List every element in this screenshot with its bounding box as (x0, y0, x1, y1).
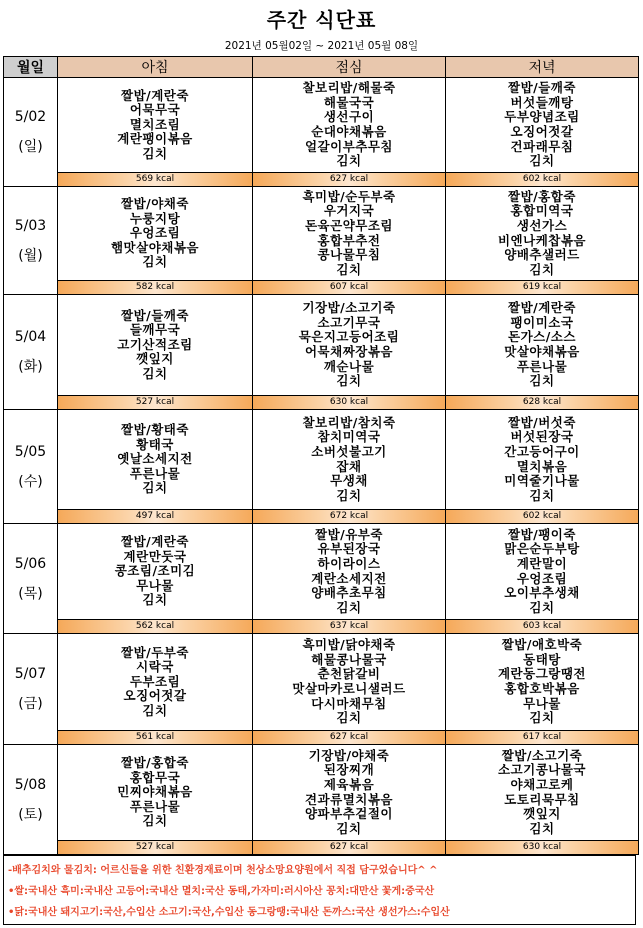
day-date: 5/02 (14, 109, 47, 125)
menu-item: 생선가스 (516, 217, 568, 233)
menu-item: 김치 (529, 820, 555, 836)
menu-item: 깨순나물 (323, 358, 375, 374)
menu-item: 김치 (336, 153, 362, 169)
kcal-row (4, 731, 639, 745)
day-row (4, 745, 639, 841)
day-row (4, 78, 639, 173)
menu-item: 김치 (142, 702, 168, 718)
menu-item: 비엔나케찹볶음 (497, 232, 587, 248)
menu-item: 맛살야채볶음 (504, 344, 580, 359)
menu-item: 짤밥/들깨죽 (121, 307, 189, 323)
menu-item: 짤밥/홍합죽 (121, 755, 189, 771)
dinner-menu-cell (446, 634, 639, 731)
lunch-menu-cell (253, 295, 446, 396)
menu-item: 짤밥/황태죽 (121, 422, 189, 438)
day-row (4, 295, 639, 396)
kcal-row (4, 510, 639, 524)
menu-item: 김치 (336, 710, 362, 726)
menu-item: 홍합무국 (129, 769, 181, 785)
menu-item: 짤밥/계란죽 (121, 87, 189, 103)
date-range: 2021년 05월02일 ~ 2021년 05월 08일 (224, 40, 419, 52)
lunch-menu-cell (253, 410, 446, 510)
menu-item: 짤밥/소고기죽 (501, 747, 583, 763)
menu-item: 소고기무국 (317, 314, 381, 330)
day-weekday: (수) (18, 473, 43, 490)
menu-item: 김치 (142, 145, 168, 161)
menu-item: 김치 (336, 820, 362, 836)
menu-item: 춘천닭갈비 (317, 666, 381, 682)
day-cell (4, 78, 58, 187)
menu-item: 들깨무국 (129, 322, 181, 338)
menu-item: 흑미밥/순두부죽 (302, 188, 396, 204)
menu-item: 참치미역국 (317, 429, 381, 445)
menu-item: 푸른나물 (129, 465, 181, 481)
dinner-menu-cell (446, 410, 639, 510)
menu-item: 홍합호박볶음 (504, 681, 580, 696)
menu-item: 김치 (529, 710, 555, 726)
menu-item: 김치 (142, 813, 168, 829)
menu-item: 짤밥/홍합죽 (508, 188, 576, 204)
kcal-row (4, 841, 639, 855)
day-cell (4, 524, 58, 634)
dinner-menu-cell (446, 187, 639, 281)
menu-item: 하이라이스 (317, 555, 381, 571)
day-row (4, 187, 639, 281)
kcal-row (4, 396, 639, 410)
menu-item: 무생채 (330, 473, 368, 489)
menu-item: 김치 (142, 480, 168, 496)
day-weekday: (금) (18, 696, 43, 712)
menu-item: 야채고로케 (510, 776, 574, 792)
menu-item: 제육볶음 (323, 776, 375, 792)
menu-item: 시락국 (136, 659, 174, 675)
menu-item: 도토리묵무침 (504, 791, 580, 807)
menu-item: 오징어젓갈 (123, 688, 187, 704)
menu-item: 버섯들깨탕 (510, 94, 574, 110)
menu-item: 옛날소세지전 (117, 451, 193, 467)
menu-item: 짤밥/들깨죽 (508, 80, 576, 96)
menu-item: 소고기콩나물국 (497, 762, 587, 778)
menu-item: 짤밥/애호박죽 (501, 637, 583, 653)
day-weekday: (화) (18, 359, 43, 375)
menu-item: 김치 (529, 153, 555, 169)
dinner-kcal: 619 kcal (446, 281, 639, 295)
menu-item: 두부조림 (129, 673, 181, 689)
menu-item: 김치 (142, 592, 168, 608)
menu-item: 순대야채볶음 (311, 124, 387, 139)
day-date: 5/06 (14, 555, 47, 572)
menu-item: 계란팽이볶음 (117, 131, 193, 147)
menu-item: 찰보리밥/참치죽 (302, 414, 396, 430)
day-cell (4, 295, 58, 410)
menu-item: 오징어젓갈 (510, 124, 574, 139)
menu-item: 맑은순두부탕 (504, 541, 580, 557)
menu-item: 버섯된장국 (510, 429, 574, 445)
menu-item: 생선구이 (323, 109, 375, 125)
menu-item: 누룽지탕 (129, 210, 181, 226)
breakfast-kcal: 527 kcal (58, 841, 253, 855)
dinner-kcal: 602 kcal (446, 510, 639, 524)
lunch-kcal: 630 kcal (253, 396, 446, 410)
menu-item: 멸치볶음 (516, 458, 568, 474)
notes-box (3, 855, 636, 925)
menu-item: 김치 (336, 373, 362, 389)
menu-item: 오이부추생채 (504, 585, 580, 601)
day-cell (4, 745, 58, 855)
menu-item: 김치 (142, 254, 168, 270)
note-origin-meat: •닭:국내산 돼지고기:국산,수입산 소고기:국산,수입산 동그랑땡:국내산 돈까스:국산 생선가스:수입산 (8, 907, 450, 918)
lunch-menu-cell (253, 745, 446, 841)
day-cell (4, 410, 58, 524)
lunch-kcal: 637 kcal (253, 620, 446, 634)
day-date: 5/04 (14, 329, 47, 345)
menu-item: 해물국국 (323, 94, 375, 110)
menu-item: 다시마채무침 (311, 695, 387, 711)
menu-item: 무나물 (136, 577, 174, 593)
menu-item: 우엉조림 (516, 570, 568, 586)
day-date: 5/03 (14, 217, 47, 234)
menu-item: 콩조림/조미김 (114, 563, 196, 579)
lunch-kcal: 627 kcal (253, 731, 446, 745)
menu-item: 깻잎지 (523, 806, 561, 822)
breakfast-menu-cell (58, 524, 253, 620)
menu-item: 기장밥/야채죽 (308, 747, 390, 763)
lunch-menu-cell (253, 524, 446, 620)
breakfast-menu-cell (58, 187, 253, 281)
menu-item: 팽이미소국 (510, 314, 574, 330)
menu-item: 잡채 (336, 458, 362, 474)
dinner-kcal: 630 kcal (446, 841, 639, 855)
menu-item: 김치 (142, 365, 168, 381)
day-date: 5/05 (14, 443, 47, 460)
menu-item: 김치 (336, 599, 362, 615)
lunch-menu-cell (253, 634, 446, 731)
menu-item: 짤밥/버섯죽 (508, 414, 576, 430)
note-origin-grains-fish: •쌀:국내산 흑미:국내산 고등어:국내산 멸치:국산 동태,가자미:러시아산 꽁치:대만산 꽃게:중국산 (8, 886, 435, 897)
day-weekday: (목) (18, 585, 43, 602)
menu-item: 해물콩나물국 (311, 651, 387, 667)
dinner-menu-cell (446, 745, 639, 841)
menu-item: 짤밥/두부죽 (121, 644, 189, 660)
note-kimchi: -배추김치와 물김치: 어르신들을 위한 친환경재료이며 천상소망요양원에서 직접 담구었습니다^ ^ (8, 865, 438, 876)
menu-item: 짤밥/계란죽 (508, 300, 576, 316)
menu-item: 건파래무침 (510, 138, 574, 154)
menu-item: 김치 (529, 487, 555, 503)
breakfast-kcal: 497 kcal (58, 510, 253, 524)
lunch-menu-cell (253, 78, 446, 173)
dinner-kcal: 628 kcal (446, 396, 639, 410)
day-cell (4, 634, 58, 745)
dinner-menu-cell (446, 78, 639, 173)
lunch-kcal: 672 kcal (253, 510, 446, 524)
kcal-row (4, 281, 639, 295)
breakfast-menu-cell (58, 410, 253, 510)
header-breakfast: 아침 (58, 57, 253, 78)
menu-item: 김치 (336, 487, 362, 503)
menu-item: 견과류멸치볶음 (304, 791, 394, 807)
menu-item: 양배추초무침 (311, 585, 387, 601)
menu-item: 햄맛살야채볶음 (110, 239, 200, 255)
menu-item: 깻잎지 (136, 351, 174, 367)
day-row (4, 410, 639, 510)
menu-item: 동태탕 (523, 651, 561, 667)
day-row (4, 634, 639, 731)
breakfast-kcal: 527 kcal (58, 396, 253, 410)
menu-item: 계란소세지전 (311, 570, 387, 586)
header-dinner: 저녁 (446, 57, 639, 78)
menu-item: 간고등어구이 (504, 443, 580, 459)
lunch-kcal: 607 kcal (253, 281, 446, 295)
header-day: 월일 (4, 57, 58, 78)
menu-item: 콩나물무침 (317, 247, 381, 263)
breakfast-menu-cell (58, 295, 253, 396)
menu-item: 양파부추겉절이 (304, 806, 394, 822)
kcal-row (4, 173, 639, 187)
menu-body (4, 78, 639, 855)
breakfast-kcal: 582 kcal (58, 281, 253, 295)
menu-item: 고기산적조림 (117, 336, 193, 352)
menu-item: 김치 (529, 373, 555, 389)
menu-item: 민찌야채볶음 (117, 784, 193, 800)
lunch-menu-cell (253, 187, 446, 281)
day-date: 5/07 (14, 666, 47, 682)
menu-item: 우거지국 (323, 203, 375, 219)
breakfast-menu-cell (58, 78, 253, 173)
header-lunch: 점심 (253, 57, 446, 78)
menu-item: 어묵무국 (129, 102, 181, 118)
day-cell (4, 187, 58, 295)
menu-item: 김치 (529, 261, 555, 277)
menu-item: 계란만둣국 (123, 548, 187, 564)
breakfast-menu-cell (58, 745, 253, 841)
breakfast-kcal: 569 kcal (58, 173, 253, 187)
menu-table (3, 56, 639, 855)
page-title: 주간 식단표 (266, 8, 377, 32)
menu-item: 얼갈이부추무침 (304, 138, 394, 154)
menu-item: 짤밥/계란죽 (121, 534, 189, 550)
menu-item: 홍합미역국 (510, 203, 574, 219)
menu-item: 짤밥/유부죽 (315, 526, 383, 542)
menu-item: 멸치조림 (129, 116, 181, 132)
lunch-kcal: 627 kcal (253, 841, 446, 855)
menu-item: 황태국 (136, 436, 174, 452)
dinner-kcal: 603 kcal (446, 620, 639, 634)
header-row (4, 57, 639, 78)
lunch-kcal: 627 kcal (253, 173, 446, 187)
menu-item: 돈육곤약무조림 (304, 217, 394, 233)
kcal-row (4, 620, 639, 634)
menu-item: 기장밥/소고기죽 (302, 300, 396, 316)
day-date: 5/08 (14, 776, 47, 793)
menu-item: 홍합부추전 (317, 232, 381, 248)
menu-item: 돈가스/소스 (508, 329, 576, 345)
menu-item: 계란동그랑땡전 (497, 666, 587, 682)
menu-item: 묵은지고등어조림 (298, 329, 400, 345)
menu-item: 짤밥/야채죽 (121, 196, 189, 212)
day-weekday: (월) (18, 247, 43, 264)
menu-item: 계란말이 (516, 555, 568, 571)
day-row (4, 524, 639, 620)
day-weekday: (일) (18, 139, 43, 155)
menu-item: 양배추샐러드 (504, 247, 580, 263)
menu-item: 유부된장국 (317, 541, 381, 557)
breakfast-kcal: 561 kcal (58, 731, 253, 745)
menu-item: 무나물 (523, 695, 561, 711)
menu-item: 된장찌개 (323, 762, 375, 778)
menu-item: 맛살마카로니샐러드 (292, 681, 406, 696)
menu-item: 짤밥/팽이죽 (508, 526, 576, 542)
breakfast-menu-cell (58, 634, 253, 731)
day-weekday: (토) (18, 806, 43, 823)
menu-item: 푸른나물 (516, 358, 568, 374)
menu-item: 두부양념조림 (504, 109, 580, 125)
menu-item: 김치 (529, 599, 555, 615)
menu-item: 흑미밥/닭야채죽 (302, 637, 396, 653)
menu-item: 찰보리밥/해물죽 (302, 80, 396, 96)
dinner-menu-cell (446, 524, 639, 620)
menu-item: 푸른나물 (129, 798, 181, 814)
dinner-menu-cell (446, 295, 639, 396)
menu-item: 어묵채짜장볶음 (304, 344, 394, 359)
menu-item: 우엉조림 (129, 225, 181, 241)
menu-item: 김치 (336, 261, 362, 277)
dinner-kcal: 602 kcal (446, 173, 639, 187)
dinner-kcal: 617 kcal (446, 731, 639, 745)
menu-item: 소버섯불고기 (311, 443, 387, 459)
breakfast-kcal: 562 kcal (58, 620, 253, 634)
menu-item: 미역줄기나물 (504, 473, 580, 489)
